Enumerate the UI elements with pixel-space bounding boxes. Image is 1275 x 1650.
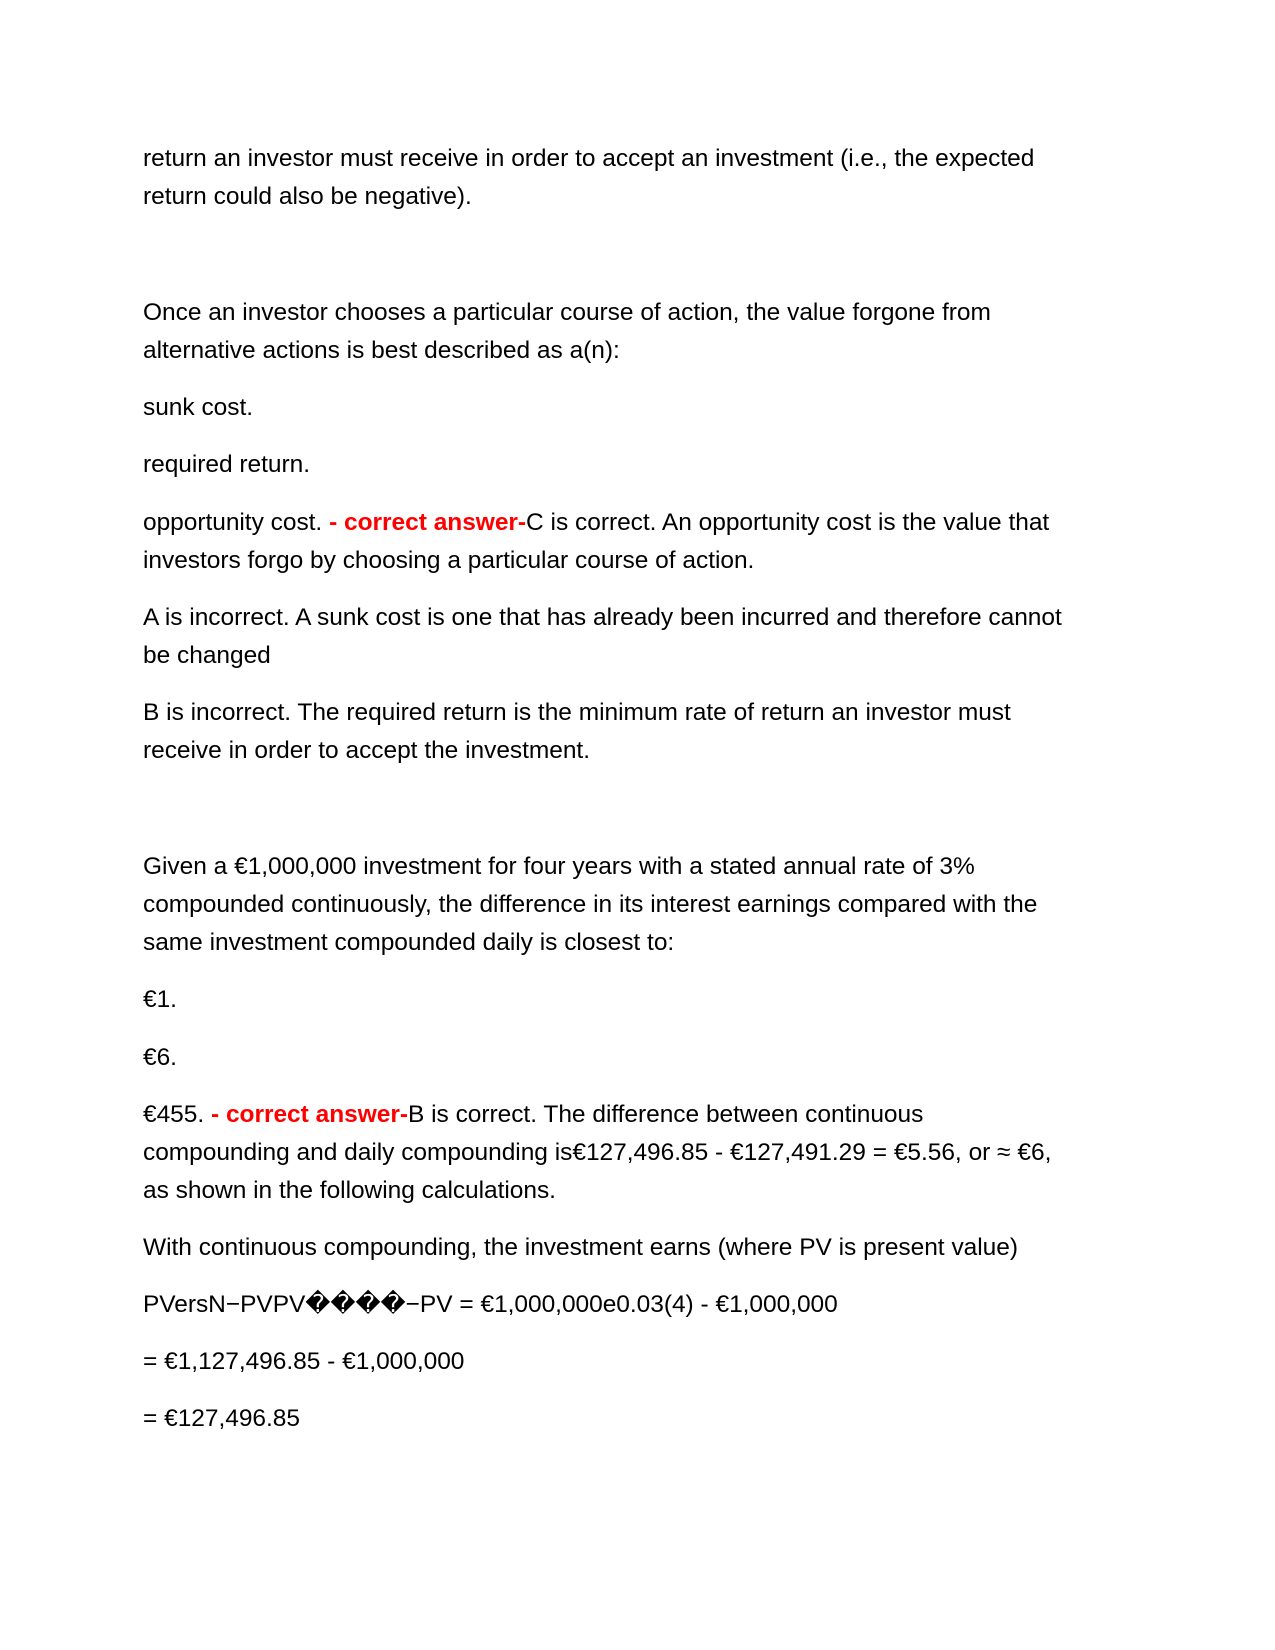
question-2-option-c-label: €455. (143, 1100, 211, 1128)
question-2-option-b: €6. (143, 1043, 177, 1071)
correct-answer-marker: - correct answer- (210, 1100, 408, 1128)
continuous-compounding-intro: With continuous compounding, the investment earns (where PV is present value) (143, 1233, 1018, 1261)
continuation-paragraph: return an investor must receive in order to accept an investment (i.e., the expected return could also be negative). (143, 145, 1035, 211)
block-spacer (143, 962, 1068, 981)
formula-line: PVersN−PVPV����−PV = €1,000,000e0.03(4) - €1,000,000 (143, 1290, 838, 1318)
question-1-rationale-a: A is incorrect. A sunk cost is one that has already been incurred and therefore cannot be changed (143, 603, 1062, 669)
question-1-option-c-label: opportunity cost. (143, 508, 330, 536)
question-2-option-a: €1. (143, 986, 177, 1014)
calculation-line-1: = €1,127,496.85 - €1,000,000 (143, 1348, 465, 1376)
block-spacer (143, 675, 1068, 694)
question-1-rationale-b: B is incorrect. The required return is the minimum rate of return an investor must receive in order to accept the investment. (143, 698, 1011, 765)
question-1-option-c-explanation: C is correct. An opportunity cost is the value that investors forgo by choosing a particular course of action. (143, 508, 1050, 574)
block-spacer (143, 1324, 1068, 1343)
block-spacer (143, 216, 1068, 294)
block-spacer (143, 770, 1068, 848)
block-spacer (143, 1210, 1068, 1229)
question-2-option-c-explanation: B is correct. The difference between continuous compounding and daily compounding is€127,496.85 - €127,491.29 = €5.56, or ≈ €6, as shown in the following calculations. (143, 1100, 1052, 1204)
block-spacer (143, 580, 1068, 599)
document-body (143, 140, 1068, 1438)
block-spacer (143, 370, 1068, 389)
correct-answer-marker: - correct answer- (329, 508, 527, 536)
question-1-option-c (143, 504, 1068, 580)
calculation-line-2: = €127,496.85 (143, 1405, 300, 1433)
question-2-stem: Given a €1,000,000 investment for four years with a stated annual rate of 3% compounded continuously, the difference in its interest earnings compared with the same investment compounded daily is closest to: (143, 853, 1038, 957)
question-1-option-a: sunk cost. (143, 394, 253, 422)
block-spacer (143, 1020, 1068, 1039)
block-spacer (143, 1267, 1068, 1286)
question-1-stem: Once an investor chooses a particular course of action, the value forgone from alternative actions is best described as a(n): (143, 299, 991, 365)
question-1-option-b: required return. (143, 451, 310, 479)
block-spacer (143, 427, 1068, 446)
block-spacer (143, 1077, 1068, 1096)
block-spacer (143, 485, 1068, 504)
question-2-option-c (143, 1096, 1068, 1210)
block-spacer (143, 1381, 1068, 1400)
